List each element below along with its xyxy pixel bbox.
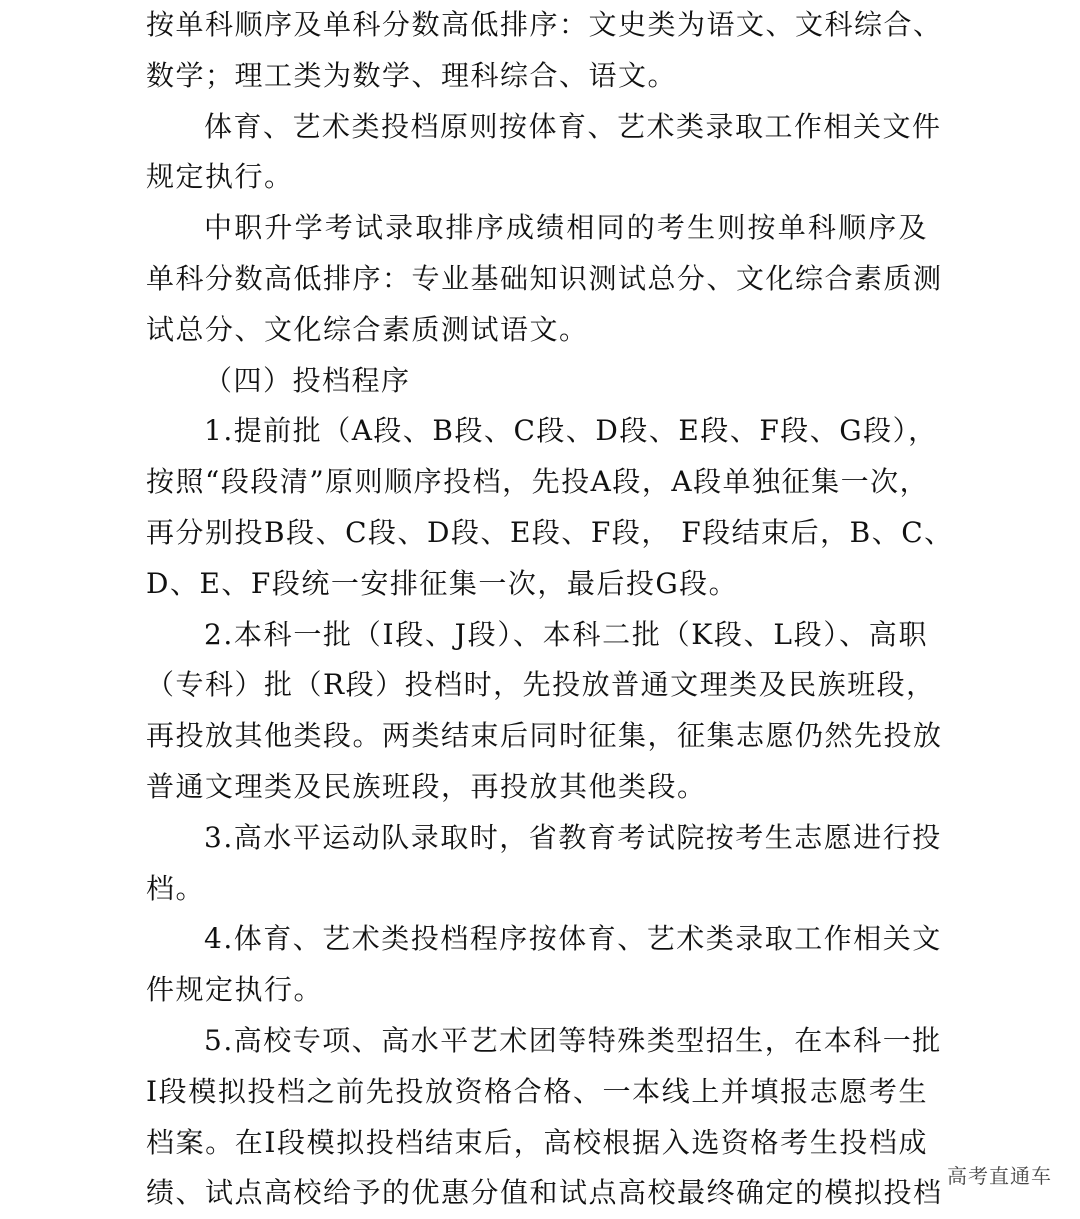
text-line: 4.体育、艺术类投档程序按体育、艺术类录取工作相关文 <box>204 922 942 956</box>
text-line: 绩、试点高校给予的优惠分值和试点高校最终确定的模拟投档 <box>146 1176 943 1210</box>
text-line: 1.提前批（A段、B段、C段、D段、E段、F段、G段）， <box>204 414 938 448</box>
text-line: 试总分、文化综合素质测试语文。 <box>146 312 589 346</box>
paragraph-vocational-ranking <box>146 203 943 355</box>
text-line: 3.高水平运动队录取时，省教育考试院按考生志愿进行投 <box>204 820 942 854</box>
paragraph-special-enrollment <box>146 1016 943 1219</box>
text-line: 体育、艺术类投档原则按体育、艺术类录取工作相关文件 <box>204 109 942 143</box>
text-line: 件规定执行。 <box>146 973 324 1007</box>
text-line: 2.本科一批（I段、J段）、本科二批（K段、L段）、高职 <box>204 617 928 651</box>
text-line: 普通文理类及民族班段，再投放其他类段。 <box>146 769 707 803</box>
text-line: 按照“段段清”原则顺序投档，先投A段，A段单独征集一次， <box>146 465 930 499</box>
heading-text: （四）投档程序 <box>204 363 411 397</box>
paragraph-sports-arts-procedure <box>146 914 942 1016</box>
text-line: 规定执行。 <box>146 160 294 194</box>
text-line: 单科分数高低排序：专业基础知识测试总分、文化综合素质测 <box>146 261 943 295</box>
paragraph-early-batch <box>146 406 954 609</box>
paragraph-sports-arts-principle <box>146 102 942 204</box>
paragraph-ranking-order <box>146 0 943 102</box>
text-line: （专科）批（R段）投档时，先投放普通文理类及民族班段， <box>146 668 936 702</box>
text-line: 档。 <box>146 871 206 905</box>
text-line: 中职升学考试录取排序成绩相同的考生则按单科顺序及 <box>204 211 928 245</box>
text-line: 再分别投B段、C段、D段、E段、F段， F段结束后，B、C、 <box>146 515 954 549</box>
watermark: 高考直通车 <box>947 1164 1052 1188</box>
paragraph-undergraduate-batches <box>146 610 943 813</box>
text-line: 按单科顺序及单科分数高低排序：文史类为语文、文科综合、 <box>146 8 943 41</box>
text-line: 数学；理工类为数学、理科综合、语文。 <box>146 58 678 92</box>
text-line: 档案。在I段模拟投档结束后，高校根据入选资格考生投档成 <box>146 1125 928 1159</box>
text-line: 5.高校专项、高水平艺术团等特殊类型招生，在本科一批 <box>204 1023 942 1057</box>
text-line: D、E、F段统一安排征集一次，最后投G段。 <box>146 566 739 600</box>
text-line: 再投放其他类段。两类结束后同时征集，征集志愿仍然先投放 <box>146 719 943 753</box>
text-line: I段模拟投档之前先投放资格合格、一本线上并填报志愿考生 <box>146 1074 928 1108</box>
document-body <box>146 0 954 1219</box>
section-heading-filing-procedure <box>146 356 928 407</box>
paragraph-sports-teams <box>146 813 942 915</box>
